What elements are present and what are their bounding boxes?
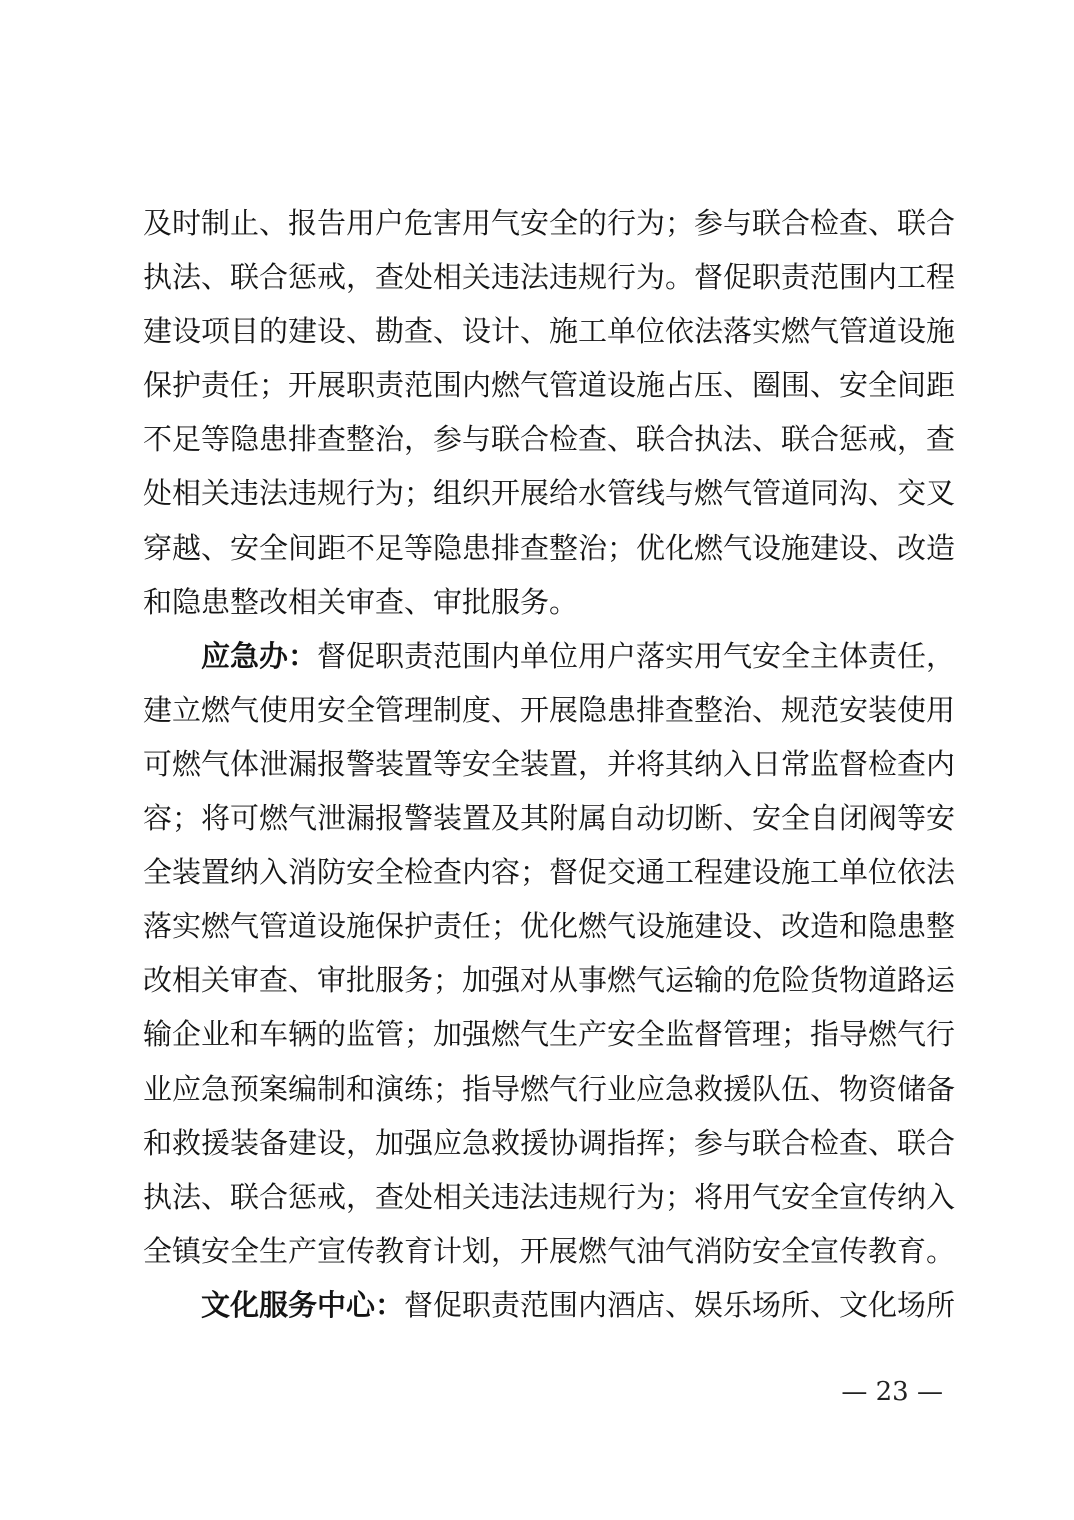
body-line: 容；将可燃气泄漏报警装置及其附属自动切断、安全自闭阀等安 [143,801,956,836]
body-line: 不足等隐患排查整治，参与联合检查、联合执法、联合惩戒，查 [143,422,956,457]
culture-center-first-line-text: 督促职责范围内酒店、娱乐场所、文化场所 [404,1287,956,1322]
culture-center-heading: 文化服务中心： [201,1287,405,1322]
page-number: — 23 — [841,1377,943,1407]
body-line: 执法、联合惩戒，查处相关违法违规行为。督促职责范围内工程 [143,260,956,295]
body-line: 和救援装备建设，加强应急救援协调指挥；参与联合检查、联合 [143,1125,956,1160]
body-line: 业应急预案编制和演练；指导燃气行业应急救援队伍、物资储备 [143,1071,956,1106]
emergency-office-first-line-text: 督促职责范围内单位用户落实用气安全主体责任， [317,638,956,673]
body-line: 全装置纳入消防安全检查内容；督促交通工程建设施工单位依法 [143,855,956,890]
body-line: 全镇安全生产宣传教育计划，开展燃气油气消防安全宣传教育。 [143,1233,956,1268]
body-line: 穿越、安全间距不足等隐患排查整治；优化燃气设施建设、改造 [143,530,956,565]
body-line: 及时制止、报告用户危害用气安全的行为；参与联合检查、联合 [143,206,956,240]
culture-paragraph-first-line [143,1278,956,1332]
emergency-paragraph-first-line [143,629,956,683]
body-line: 改相关审查、审批服务；加强对从事燃气运输的危险货物道路运 [143,963,956,998]
body-line: 和隐患整改相关审查、审批服务。 [143,584,579,619]
body-line: 保护责任；开展职责范围内燃气管道设施占压、圈围、安全间距 [143,368,956,403]
body-line: 建设项目的建设、勘查、设计、施工单位依法落实燃气管道设施 [143,314,956,349]
body-line: 建立燃气使用安全管理制度、开展隐患排查整治、规范安装使用 [143,692,956,727]
body-line: 落实燃气管道设施保护责任；优化燃气设施建设、改造和隐患整 [143,909,956,944]
body-line: 输企业和车辆的监管；加强燃气生产安全监督管理；指导燃气行 [143,1017,956,1052]
body-line: 可燃气体泄漏报警装置等安全装置，并将其纳入日常监督检查内 [143,746,956,781]
body-line: 执法、联合惩戒，查处相关违法违规行为；将用气安全宣传纳入 [143,1179,956,1214]
body-line: 处相关违法违规行为；组织开展给水管线与燃气管道同沟、交叉 [143,476,956,511]
emergency-office-heading: 应急办： [201,638,318,673]
document-body [143,196,956,1332]
